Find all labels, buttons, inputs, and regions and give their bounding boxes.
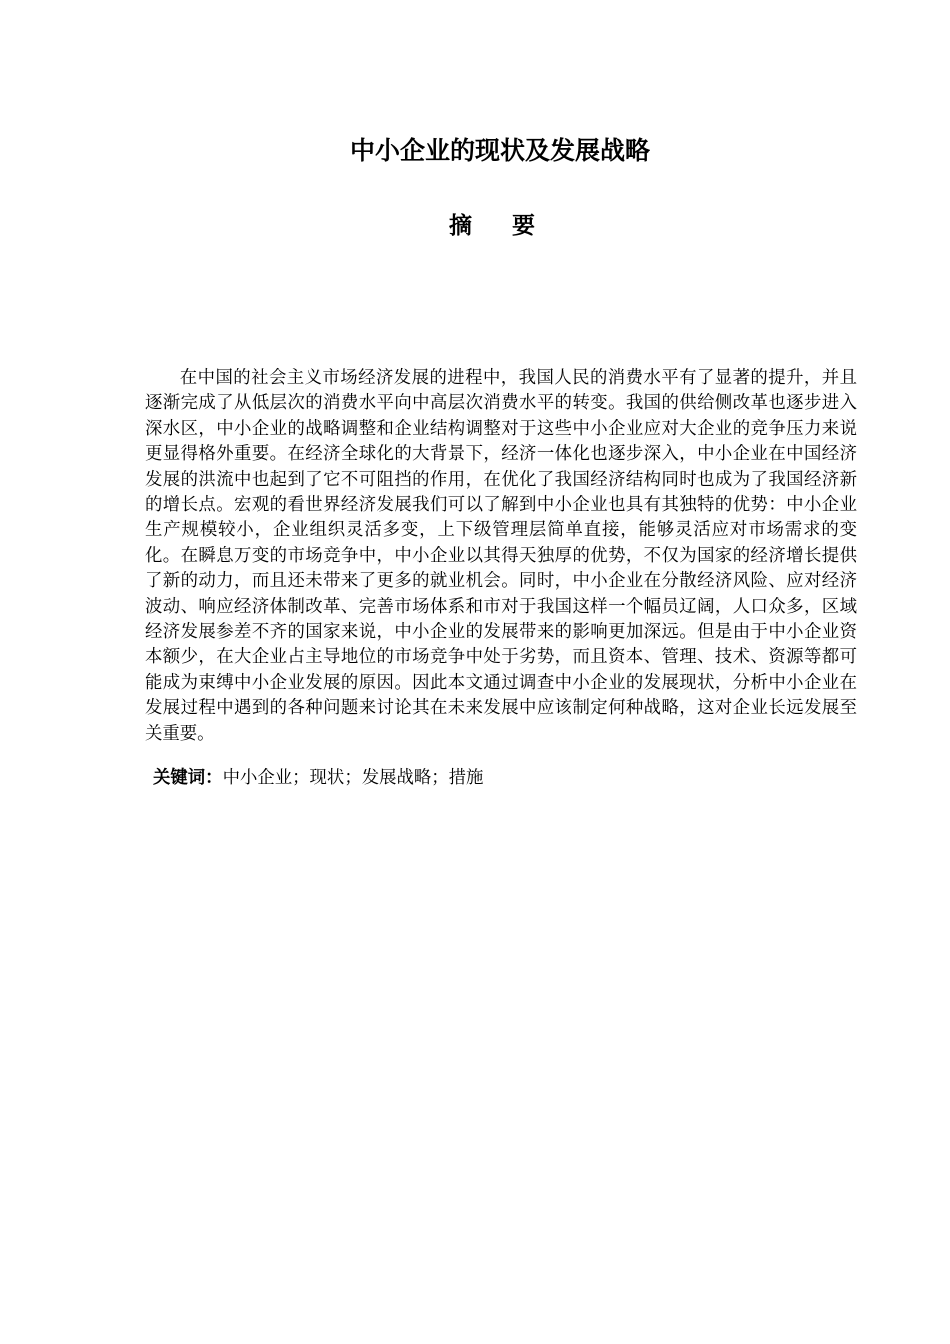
abstract-heading: 摘 要 (448, 213, 551, 239)
abstract-body: 在中国的社会主义市场经济发展的进程中，我国人民的消费水平有了显著的提升，并且逐渐完成了从低层次的消费水平向中高层次消费水平的转变。我国的供给侧改革也逐步进入深水区，中小企业的战略调整和企业结构调整对于这些中小企业应对大企业的竞争压力来说更显得格外重要。在经济全球化的大背景下，经济一体化也逐步深入，中小企业在中国经济发展的洪流中也起到了它不可阻挡的作用，在优化了我国经济结构同时也成为了我国经济新的增长点。宏观的看世界经济发展我们可以了解到中小企业也具有其独特的优势：中小企业生产规模较小，企业组织灵活多变，上下级管理层简单直接，能够灵活应对市场需求的变化。在瞬息万变的市场竞争中，中小企业以其得天独厚的优势，不仅为国家的经济增长提供了新的动力，而且还未带来了更多的就业机会。同时，中小企业在分散经济风险、应对经济波动、响应经济体制改革、完善市场体系和市对于我国这样一个幅员辽阔，人口众多，区域经济发展参差不齐的国家来说，中小企业的发展带来的影响更加深远。但是由于中小企业资本额少，在大企业占主导地位的市场竞争中处于劣势，而且资本、管理、技术、资源等都可能成为束缚中小企业发展的原因。因此本文通过调查中小企业的发展现状，分析中小企业在发展过程中遇到的各种问题来讨论其在未来发展中应该制定何种战略，这对企业长远发展至关重要。 (145, 368, 857, 744)
document-title: 中小企业的现状及发展战略 (349, 136, 650, 165)
keywords-value: 中小企业；现状；发展战略；措施 (222, 768, 484, 788)
keywords-label: 关键词： (153, 768, 223, 788)
keywords-line (153, 765, 853, 791)
